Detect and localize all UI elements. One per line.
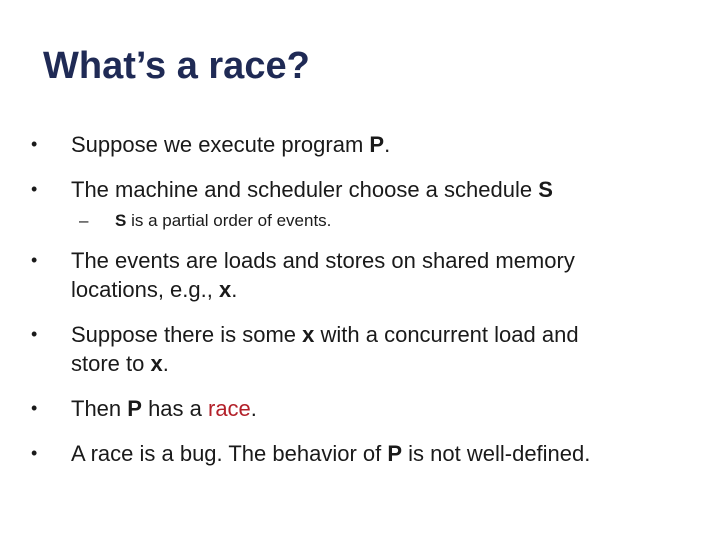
bullet-end: . [231,277,238,302]
bullet-end: . [162,351,169,376]
bullet-text: The machine and scheduler choose a schedule [71,177,539,202]
bullet-text: Suppose we execute program [71,132,370,157]
bullet-marker: • [31,134,38,154]
bullet-item-4 [27,320,687,378]
program-var: P [127,396,142,421]
bullet-text-line2: store to [71,351,151,376]
bullet-marker: • [31,398,38,418]
bullet-marker: • [31,179,38,199]
location-var: x [150,351,163,376]
race-highlight: race [208,396,251,421]
bullet-item-6 [27,439,687,468]
schedule-var: S [115,211,127,230]
bullet-end: . [250,396,257,421]
bullet-item-2 [27,175,687,204]
bullet-end: . [384,132,391,157]
bullet-item-1 [27,130,687,159]
sub-bullet-marker: – [79,211,89,230]
bullet-item-5 [27,394,687,423]
slide-title: What’s a race? [43,45,310,87]
sub-bullet-text: is a partial order of events. [126,211,332,230]
location-var: x [302,322,315,347]
bullet-text-line1: The events are loads and stores on shared memory [71,248,575,273]
bullet-text: A race is a bug. The behavior of [71,441,388,466]
bullet-marker: • [31,443,38,463]
bullet-text-mid: with a concurrent load and [314,322,579,347]
bullet-item-3 [27,246,687,304]
bullet-marker: • [31,250,38,270]
bullet-text: Then [71,396,128,421]
bullet-text-mid: has a [141,396,208,421]
location-var: x [218,277,232,302]
title-divider [0,104,720,105]
program-var: P [387,441,403,466]
sub-bullet-item [27,210,687,232]
bullet-end: is not well-defined. [402,441,591,466]
bullet-text-line2: locations, e.g., [71,277,219,302]
program-var: P [369,132,385,157]
bullet-marker: • [31,324,38,344]
bullet-text: Suppose there is some [71,322,303,347]
bullet-list [27,130,687,484]
schedule-var: S [538,177,553,202]
